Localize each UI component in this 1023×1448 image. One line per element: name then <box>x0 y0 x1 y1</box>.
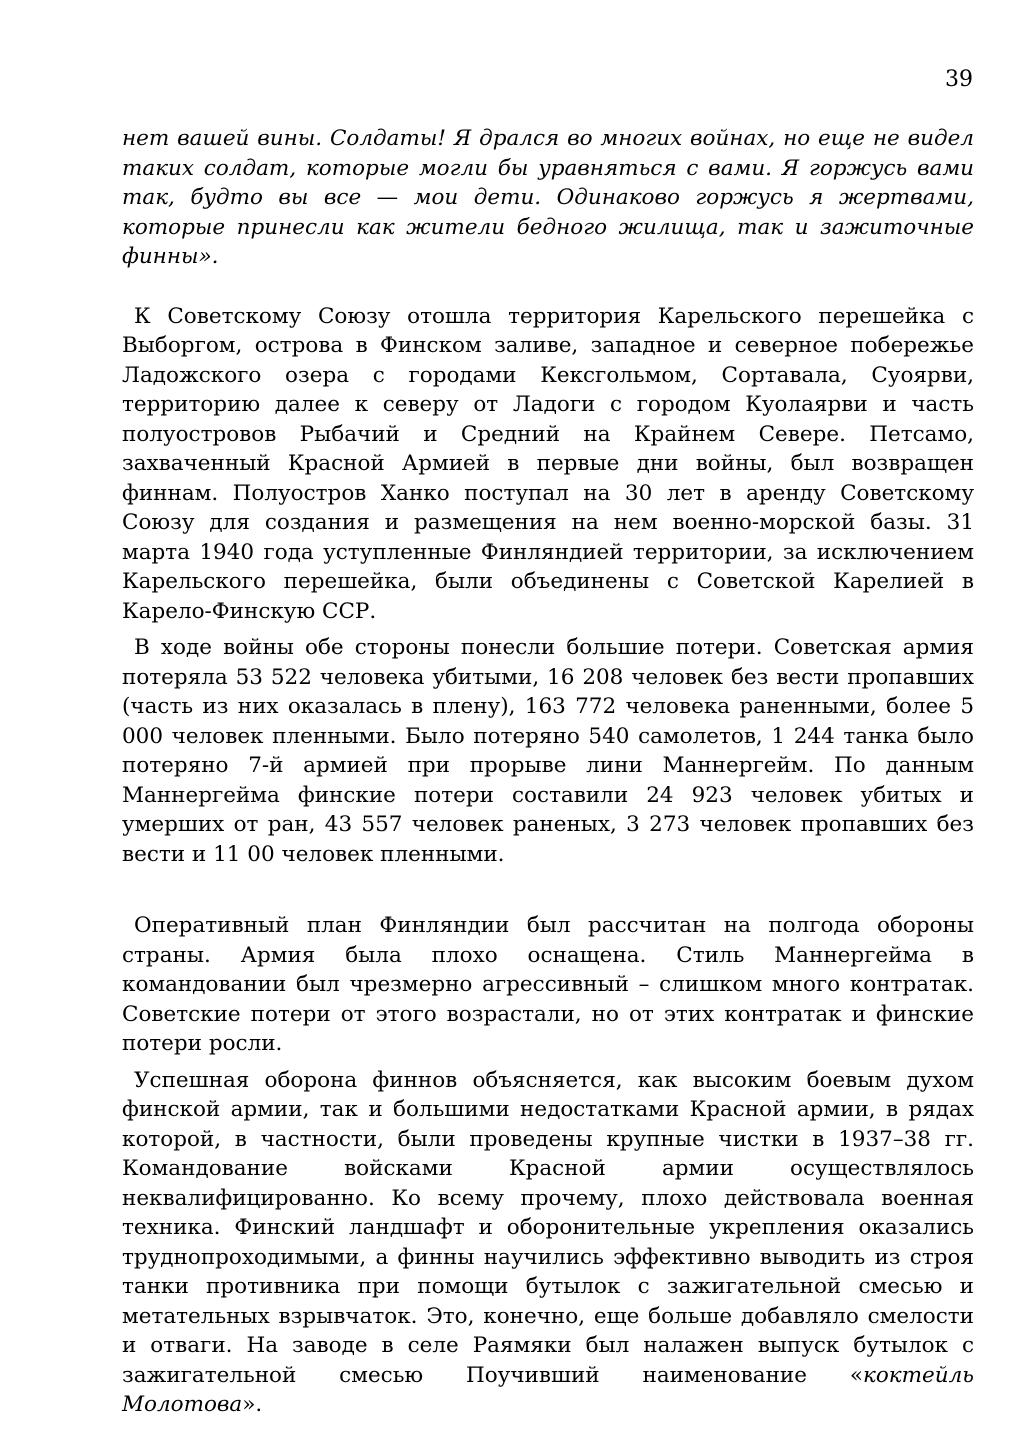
quote-close: ». <box>198 244 219 269</box>
operational-plan-paragraph: Оперативный план Финляндии был рассчитан на полгода обороны страны. Армия была плохо оснащена. Стиль Маннергейма в командовании был чрезмерно агрессивный – слишком много контратак. Советские потери от этого возрастали, но от этих контратак и финские потери росли. <box>122 913 974 1056</box>
defense-close: ». <box>242 1392 263 1417</box>
losses-paragraph: В ходе войны обе стороны понесли большие потери. Советская армия потеряла 53 522 человека убитыми, 16 208 человек без вести пропавших (часть из них оказалась в плену), 163 772 человека раненными, более 5 000 человек пленными. Было потеряно 540 самолетов, 1 244 танка было потеряно 7-й армией при прорыве лини Маннергейм. По данным Маннергейма финские потери составили 24 923 человек убитых и умерших от ран, 43 557 человек раненых, 3 273 человек пропавших без вести и 11 00 человек пленными. <box>122 635 974 867</box>
page-content <box>122 124 974 1420</box>
quote-text: нет вашей вины. Солдаты! Я дрался во многих войнах, но еще не видел таких солдат, которые могли бы уравняться с вами. Я горжусь вами так, будто вы все — мои дети. Одинаково горжусь я жертвами, которые принесли как жители бедного жилища, так и зажиточные финны <box>122 126 974 269</box>
quote-paragraph <box>122 124 974 272</box>
territory-paragraph: К Советскому Союзу отошла территория Карельского перешейка с Выборгом, острова в Финском заливе, западное и северное побережье Ладожского озера с городами Кексгольмом, Сортавала, Суоярви, территорию далее к северу от Ладоги с городом Куолаярви и часть полуостровов Рыбачий и Средний на Крайнем Севере. Петсамо, захваченный Красной Армией в первые дни войны, был возвращен финнам. Полуостров Ханко поступал на 30 лет в аренду Советскому Союзу для создания и размещения на нем военно-морской базы. 31 марта 1940 года уступленные Финляндией территории, за исключением Карельского перешейка, были объединены с Советской Карелией в Карело-Финскую ССР. <box>122 303 974 624</box>
molotov-term: коктейль Молотова <box>122 1362 974 1417</box>
page-number: 39 <box>945 67 973 92</box>
defense-paragraph <box>122 1066 974 1420</box>
defense-text: Успешная оборона финнов объясняется, как высоким боевым духом финской армии, так и большими недостатками Красной армии, в рядах которой, в частности, были проведены крупные чистки в 1937–38 гг. Командование войсками Красной армии осуществлялось неквалифицированно. Ко всему прочему, плохо действовала военная техника. Финский ландшафт и оборонительные укрепления оказались труднопроходимыми, а финны научились эффективно выводить из строя танки противника при помощи бутылок с зажигательной смесью и метательных взрывчаток. Это, конечно, еще больше добавляло смелости и отваги. На заводе в селе Раямяки был налажен выпуск бутылок с зажигательной смесью Поучивший наименование « <box>122 1067 974 1388</box>
